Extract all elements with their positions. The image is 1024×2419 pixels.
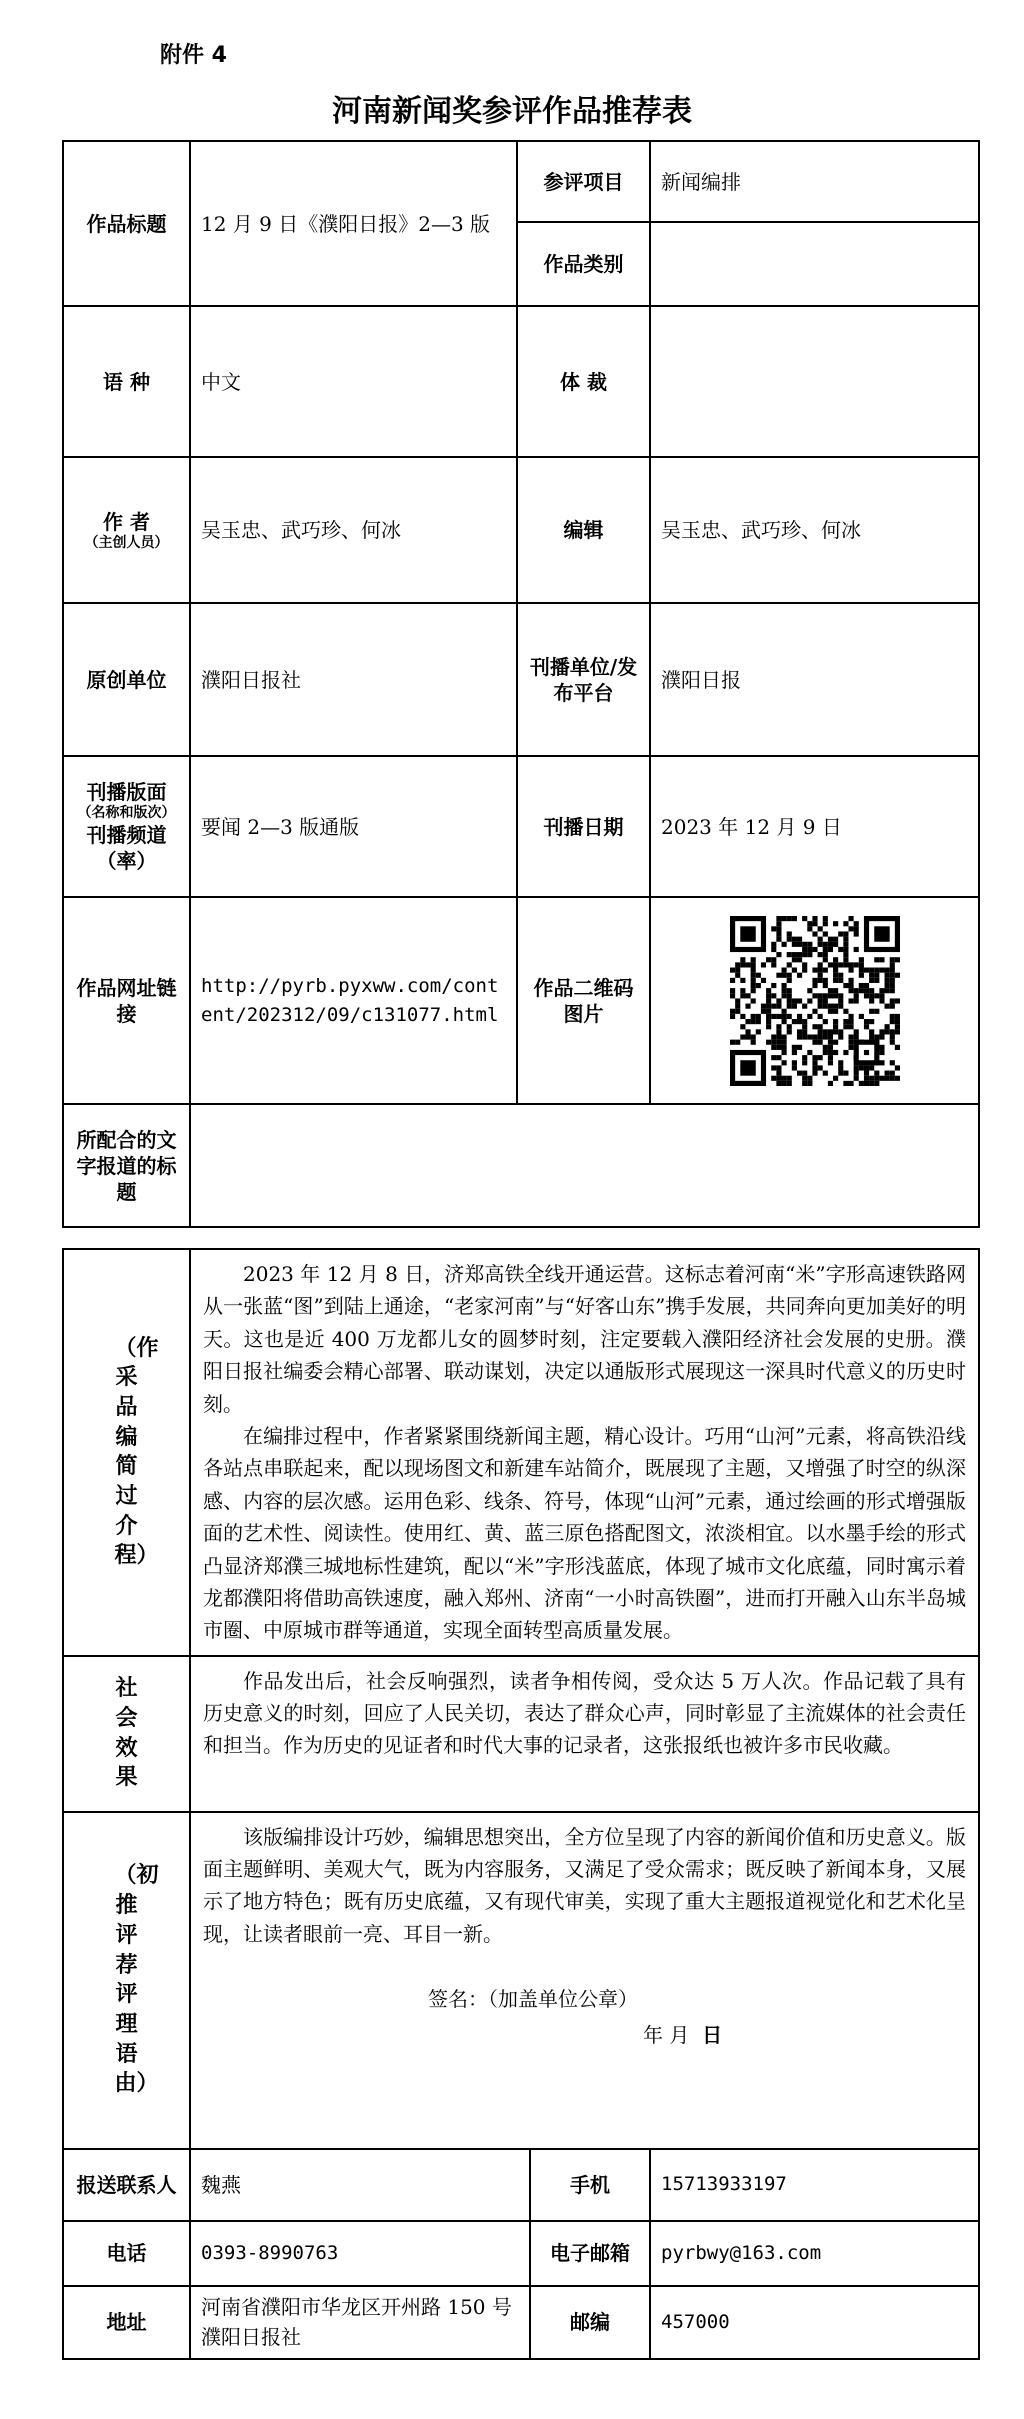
entry-label: 参评项目	[517, 141, 650, 222]
url-label: 作品网址链接	[63, 897, 190, 1104]
title-value: 12 月 9 日《濮阳日报》2—3 版	[190, 141, 517, 306]
mobile-value: 15713933197	[650, 2149, 979, 2221]
info-table	[62, 140, 980, 1228]
process-content	[190, 1249, 979, 1656]
effect-label: 社会效果	[115, 1676, 138, 1791]
url-value[interactable]: http://pyrb.pyxww.com/content/202312/09/c131077.html	[190, 897, 517, 1104]
review-date-ym: 年 月	[643, 2023, 690, 2048]
review-label: （初推评荐评理语由）	[114, 1863, 159, 2097]
page-value: 要闻 2—3 版通版	[190, 756, 517, 897]
effect-label-cell	[63, 1656, 190, 1812]
contact-person-label: 报送联系人	[63, 2149, 190, 2221]
review-paragraph: 该版编排设计巧妙，编辑思想突出，全方位呈现了内容的新闻价值和历史意义。版面主题鲜明、美观大气，既为内容服务，又满足了受众需求；既反映了新闻本身，又展示了地方特色；既有历史底蕴，又有现代审美，实现了重大主题报道视觉化和艺术化呈现，让读者眼前一亮、耳目一新。	[203, 1824, 966, 1946]
author-label: 作 者	[103, 509, 150, 534]
qr-code-icon[interactable]	[730, 916, 900, 1086]
effect-content	[190, 1656, 979, 1812]
review-content	[190, 1812, 979, 2149]
publisher-value: 濮阳日报	[650, 603, 979, 756]
email-label: 电子邮箱	[530, 2221, 650, 2286]
contact-person-value: 魏燕	[190, 2149, 530, 2221]
phone-label: 电话	[63, 2221, 190, 2286]
effect-paragraph: 作品发出后，社会反响强烈，读者争相传阅，受众达 5 万人次。作品记载了具有历史意义的时刻，回应了人民关切，表达了群众心声，同时彰显了主流媒体的社会责任和担当。作为历史的见证者和时代大事的记录者，这张报纸也被许多市民收藏。	[203, 1668, 966, 1758]
origin-value: 濮阳日报社	[190, 603, 517, 756]
related-label: 所配合的文字报道的标题	[63, 1104, 190, 1227]
page-title: 河南新闻奖参评作品推荐表	[332, 94, 692, 129]
email-value[interactable]: pyrbwy@163.com	[650, 2221, 979, 2286]
process-label-cell	[63, 1249, 190, 1656]
language-label: 语 种	[63, 306, 190, 457]
phone-value: 0393-8990763	[190, 2221, 530, 2286]
genre-label: 体 裁	[517, 306, 650, 457]
category-value	[650, 222, 979, 306]
genre-value	[650, 306, 979, 457]
language-value: 中文	[190, 306, 517, 457]
postcode-value: 457000	[650, 2286, 979, 2359]
process-paragraph-2: 在编排过程中，作者紧紧围绕新闻主题，精心设计。巧用“山河”元素，将高铁沿线各站点串联起来，配以现场图文和新建车站简介，既展现了主题，又增强了时空的纵深感、内容的层次感。运用色彩、线条、符号，体现“山河”元素，通过绘画的形式增强版面的艺术性、阅读性。使用红、黄、蓝三原色搭配图文，浓淡相宜。以水墨手绘的形式凸显济郑濮三城地标性建筑，配以“米”字形浅蓝底，体现了城市文化底蕴，同时寓示着龙都濮阳将借助高铁速度，融入郑州、济南“一小时高铁圈”，进而打开融入山东半岛城市圈、中原城市群等通道，实现全面转型高质量发展。	[203, 1423, 966, 1643]
page-label: 刊播版面	[86, 780, 167, 805]
date-label: 刊播日期	[517, 756, 650, 897]
entry-value: 新闻编排	[650, 141, 979, 222]
editor-value: 吴玉忠、武巧珍、何冰	[650, 457, 979, 603]
channel-label: 刊播频道（率）	[86, 822, 167, 873]
process-paragraph-1: 2023 年 12 月 8 日，济郑高铁全线开通运营。这标志着河南“米”字形高速铁路网从一张蓝“图”到陆上通途，“老家河南”与“好客山东”携手发展，共同奔向更加美好的明天。这也是近 400 万龙都儿女的圆梦时刻，注定要载入濮阳经济社会发展的史册。濮阳日报社编委会精心部署、联动谋划，决定以通版形式展现这一深具时代意义的历史时刻。	[203, 1262, 966, 1416]
related-value	[190, 1104, 979, 1227]
author-sublabel: （主创人员）	[84, 534, 169, 551]
author-value: 吴玉忠、武巧珍、何冰	[190, 457, 517, 603]
qr-cell	[650, 897, 979, 1104]
page-label-cell	[63, 756, 190, 897]
address-value: 河南省濮阳市华龙区开州路 150 号濮阳日报社	[190, 2286, 530, 2359]
qr-label: 作品二维码图片	[517, 897, 650, 1104]
mobile-label: 手机	[530, 2149, 650, 2221]
publisher-label: 刊播单位/发布平台	[517, 603, 650, 756]
postcode-label: 邮编	[530, 2286, 650, 2359]
origin-label: 原创单位	[63, 603, 190, 756]
category-label: 作品类别	[517, 222, 650, 306]
title-label: 作品标题	[63, 141, 190, 306]
attachment-label: 附件 4	[160, 43, 227, 68]
process-label: （作采品编简过介程）	[114, 1335, 159, 1569]
date-value: 2023 年 12 月 9 日	[650, 756, 979, 897]
review-date	[203, 2020, 966, 2050]
review-label-cell	[63, 1812, 190, 2149]
author-label-cell	[63, 457, 190, 603]
review-date-day: 日	[702, 2023, 723, 2048]
page-sublabel: （名称和版次）	[77, 805, 176, 822]
detail-table	[62, 1248, 980, 2360]
address-label: 地址	[63, 2286, 190, 2359]
editor-label: 编辑	[517, 457, 650, 603]
signature-line: 签名：（加盖单位公章）	[428, 1987, 638, 2012]
